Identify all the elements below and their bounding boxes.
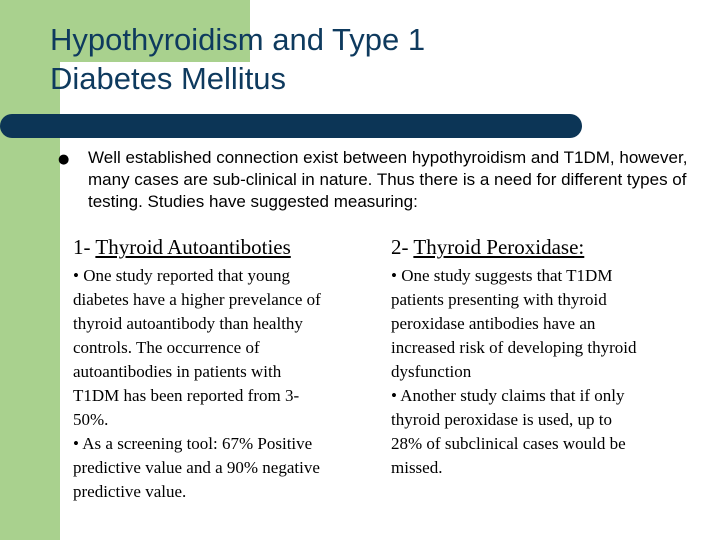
right-line: • One study suggests that T1DM — [391, 266, 613, 285]
right-column-heading — [391, 232, 701, 262]
right-line: • Another study claims that if only — [391, 386, 625, 405]
left-line: thyroid autoantibody than healthy — [73, 314, 303, 333]
left-line: T1DM has been reported from 3- — [73, 386, 300, 405]
title-divider-bar — [0, 114, 582, 138]
slide-title — [50, 20, 690, 98]
bullet-icon: ● — [58, 152, 70, 167]
left-line: • One study reported that young — [73, 266, 290, 285]
left-line: • As a screening tool: 67% Positive — [73, 434, 313, 453]
left-column-heading — [73, 232, 373, 262]
title-line-1: Hypothyroidism and Type 1 — [50, 22, 426, 57]
right-line: peroxidase antibodies have an — [391, 314, 596, 333]
left-heading-number: 1- — [73, 235, 96, 259]
right-line: increased risk of developing thyroid — [391, 338, 637, 357]
left-column-body — [73, 264, 373, 504]
right-heading-number: 2- — [391, 235, 414, 259]
right-line: patients presenting with thyroid — [391, 290, 607, 309]
left-line: diabetes have a higher prevelance of — [73, 290, 321, 309]
left-line: 50%. — [73, 410, 109, 429]
title-line-2: Diabetes Mellitus — [50, 61, 287, 96]
intro-text: Well established connection exist between hypothyroidism and T1DM, however, many cases are sub-clinical in nature. Thus there is a need for different types of testing. Studies have suggested measuring: — [88, 148, 688, 211]
right-column-body — [391, 264, 701, 480]
left-line: predictive value. — [73, 482, 187, 501]
right-line: 28% of subclinical cases would be — [391, 434, 626, 453]
right-heading-name: Thyroid Peroxidase: — [413, 235, 585, 259]
right-line: missed. — [391, 458, 443, 477]
left-heading-name: Thyroid Autoantiboties — [95, 235, 291, 259]
left-line: controls. The occurrence of — [73, 338, 260, 357]
right-column — [391, 232, 701, 480]
left-line: predictive value and a 90% negative — [73, 458, 320, 477]
left-line: autoantibodies in patients with — [73, 362, 282, 381]
right-line: thyroid peroxidase is used, up to — [391, 410, 612, 429]
right-line: dysfunction — [391, 362, 472, 381]
left-column — [73, 232, 373, 504]
